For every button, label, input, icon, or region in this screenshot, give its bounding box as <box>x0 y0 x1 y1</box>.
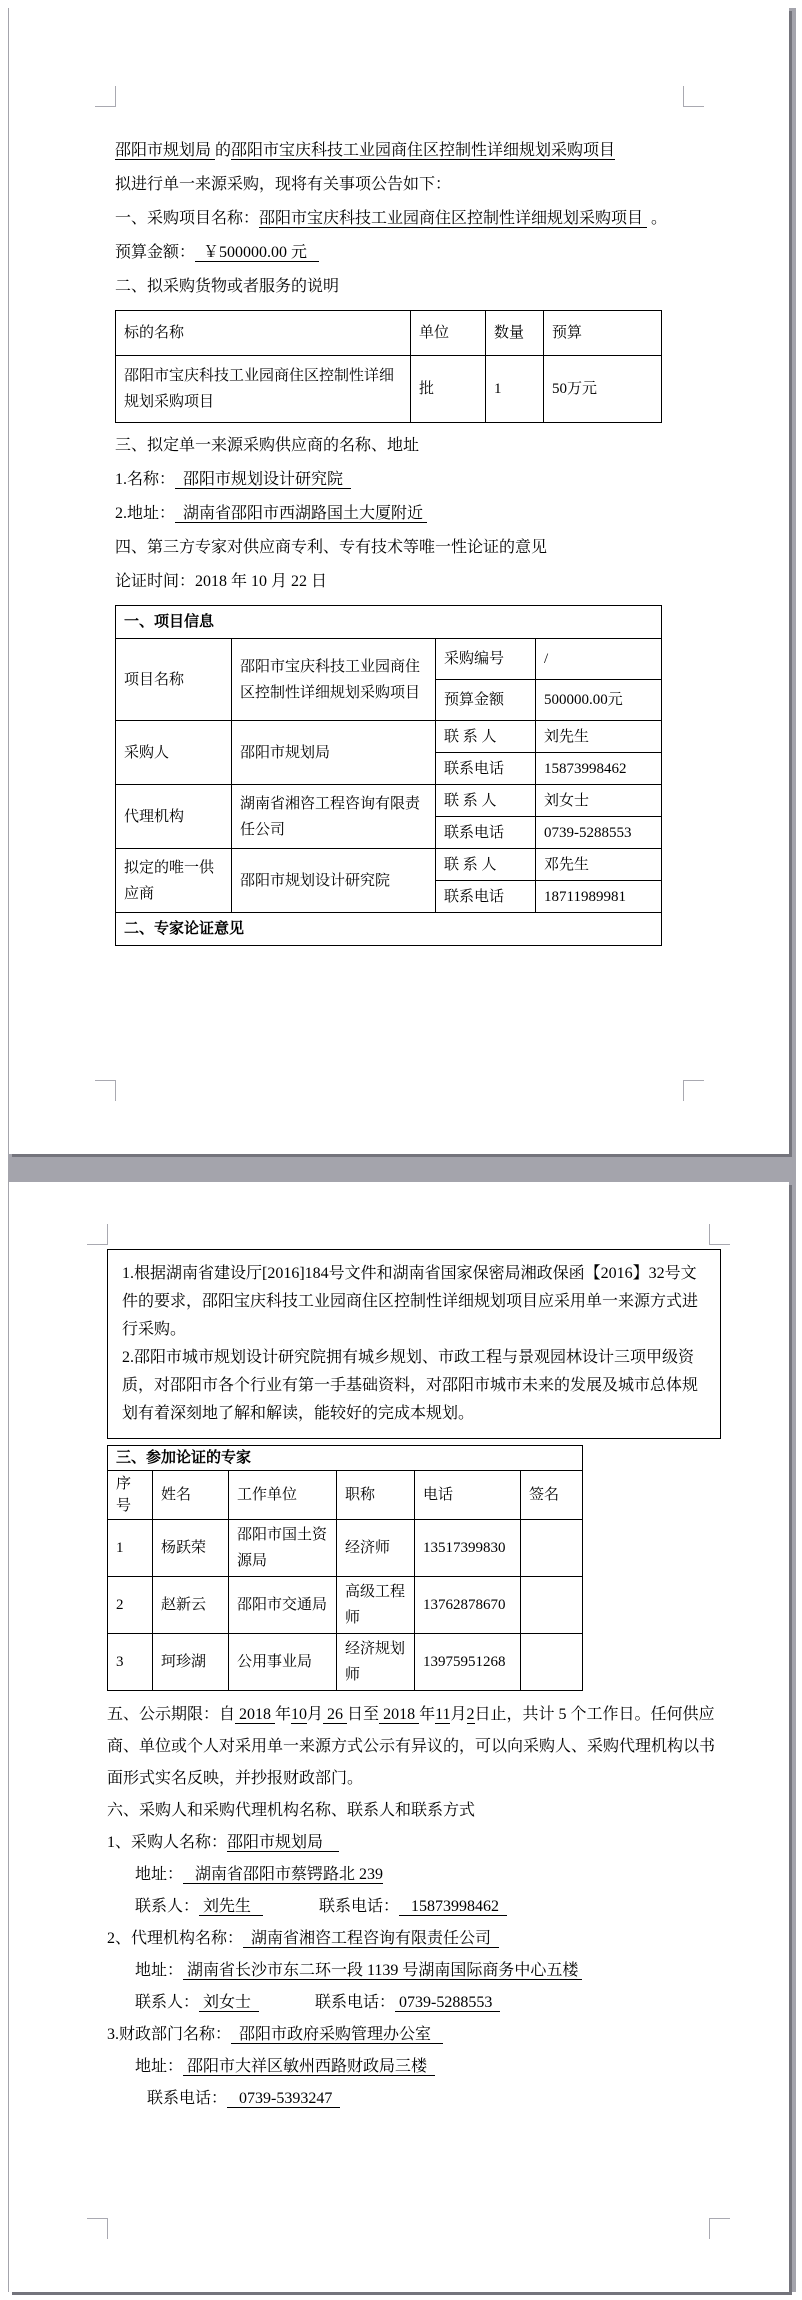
section6-title: 六、采购人和采购代理机构名称、联系人和联系方式 <box>107 1802 476 1819</box>
info-label-cell: 采购人 <box>116 721 232 785</box>
finance-tel-value: 0739-5393247 <box>227 2090 341 2107</box>
page1-content <box>115 8 693 946</box>
buyer-contact-line <box>107 1891 721 1923</box>
header-signature: 签名 <box>521 1471 583 1520</box>
buyer-name-underlined: 邵阳市规划局 <box>115 142 216 159</box>
expert-opinion-box <box>107 1249 721 1439</box>
document-page-1 <box>9 8 789 1154</box>
agent-contact-label: 联系人： <box>135 1994 200 2011</box>
section1-project-name: 邵阳市宝庆科技工业园商住区控制性详细规划采购项目 <box>259 210 648 227</box>
cell-phone: 13975951268 <box>415 1634 521 1691</box>
info-section-row <box>116 606 662 639</box>
document-page-2 <box>9 1182 789 2292</box>
finance-tel-line <box>107 2083 721 2115</box>
cell-phone: 13762878670 <box>415 1577 521 1634</box>
cell-seq: 3 <box>108 1634 153 1691</box>
buyer-address-value: 湖南省邵阳市蔡锷路北 239 <box>183 1866 384 1883</box>
info-value-cell: 邵阳市规划局 <box>232 721 436 785</box>
buyer-tel-value: 15873998462 <box>399 1898 508 1915</box>
crop-mark-icon <box>683 1080 704 1101</box>
cell-title: 经济师 <box>337 1520 415 1577</box>
info-subvalue-cell: 18711989981 <box>536 881 662 913</box>
page2-lower-text <box>107 1699 721 2115</box>
agent-address-line <box>107 1955 721 1987</box>
buyer-name-line <box>107 1827 721 1859</box>
info-section1-title: 一、项目信息 <box>116 606 662 639</box>
buyer-name-value: 邵阳市规划局 <box>227 1834 340 1851</box>
cell-unit: 批 <box>411 356 486 423</box>
table-row <box>116 356 662 423</box>
info-subkey-cell: 联系电话 <box>436 753 536 785</box>
buyer-name-label: 1、采购人名称： <box>107 1834 228 1851</box>
header-name: 姓名 <box>153 1471 229 1520</box>
project-info-table <box>115 605 662 946</box>
cell-phone: 13517399830 <box>415 1520 521 1577</box>
cell-signature <box>521 1577 583 1634</box>
buyer-tel-label: 联系电话： <box>319 1898 400 1915</box>
expert-table-title-row <box>108 1446 583 1471</box>
header-unit: 单位 <box>411 311 486 356</box>
info-subvalue-cell: 15873998462 <box>536 753 662 785</box>
info-section2-title: 二、专家论证意见 <box>116 913 662 946</box>
cell-quantity: 1 <box>486 356 544 423</box>
buyer-address-line <box>107 1859 721 1891</box>
budget-label: 预算金额： <box>115 244 196 261</box>
info-label-cell: 项目名称 <box>116 639 232 721</box>
header-subject-name: 标的名称 <box>116 311 411 356</box>
expert-table-title: 三、参加论证的专家 <box>108 1446 583 1471</box>
supplier-address-label: 2.地址： <box>115 505 176 522</box>
info-subvalue-cell: 500000.00元 <box>536 680 662 721</box>
agent-contact-line <box>107 1987 721 2019</box>
cell-employer: 邵阳市交通局 <box>229 1577 337 1634</box>
s5-month2: 11 <box>435 1706 451 1723</box>
finance-address-line <box>107 2051 721 2083</box>
info-value-cell: 邵阳市宝庆科技工业园商住区控制性详细规划采购项目 <box>232 639 436 721</box>
finance-address-label: 地址： <box>135 2058 184 2075</box>
cell-title: 高级工程师 <box>337 1577 415 1634</box>
info-subkey-cell: 采购编号 <box>436 639 536 680</box>
supplier-name-label: 1.名称： <box>115 471 176 488</box>
buyer-contact-value: 刘先生 <box>199 1898 264 1915</box>
s5-month1: 10 <box>291 1706 308 1723</box>
section1-line <box>115 202 693 236</box>
info-subkey-cell: 联 系 人 <box>436 785 536 817</box>
header-employer: 工作单位 <box>229 1471 337 1520</box>
goods-description-table <box>115 310 662 423</box>
info-label-cell: 代理机构 <box>116 785 232 849</box>
header-phone: 电话 <box>415 1471 521 1520</box>
section1-label: 一、采购项目名称： <box>115 210 260 227</box>
expert-row <box>108 1634 583 1691</box>
section4-title: 四、第三方专家对供应商专利、专有技术等唯一性论证的意见 <box>115 539 548 556</box>
agent-tel-label: 联系电话： <box>315 1994 396 2011</box>
section3-title: 三、拟定单一来源采购供应商的名称、地址 <box>115 437 420 454</box>
supplier-name-line <box>115 463 693 497</box>
crop-mark-icon <box>709 2218 730 2239</box>
s5-year1: 2018 <box>235 1706 276 1723</box>
section2-title: 二、拟采购货物或者服务的说明 <box>115 278 340 295</box>
cell-signature <box>521 1634 583 1691</box>
header-seq: 序号 <box>108 1471 153 1520</box>
header-quantity: 数量 <box>486 311 544 356</box>
info-row-sole-supplier <box>116 849 662 881</box>
cell-title: 经济规划师 <box>337 1634 415 1691</box>
info-subvalue-cell: / <box>536 639 662 680</box>
cell-signature <box>521 1520 583 1577</box>
s5-year2: 2018 <box>379 1706 420 1723</box>
publicity-period-paragraph <box>107 1699 721 1795</box>
opinion-paragraph-1: 1.根据湖南省建设厅[2016]184号文件和湖南省国家保密局湘政保函【2016】32号文件的要求，邵阳宝庆科技工业园商住区控制性详细规划项目应采用单一来源方式进行采购。 <box>122 1265 699 1338</box>
buyer-contact-label: 联系人： <box>135 1898 200 1915</box>
buyer-address-label: 地址： <box>135 1866 184 1883</box>
s5-day2: 2 <box>466 1706 475 1723</box>
agent-tel-value: 0739-5288553 <box>395 1994 501 2011</box>
supplier-name-value: 邵阳市规划设计研究院 <box>175 471 352 488</box>
table-header-row <box>116 311 662 356</box>
s5-text: 月 <box>307 1706 324 1723</box>
crop-mark-icon <box>87 1224 108 1245</box>
agent-address-value: 湖南省长沙市东二环一段 1139 号湖南国际商务中心五楼 <box>183 1962 583 1979</box>
info-subkey-cell: 联 系 人 <box>436 721 536 753</box>
cell-name: 珂珍湖 <box>153 1634 229 1691</box>
project-name-underlined: 邵阳市宝庆科技工业园商住区控制性详细规划采购项目 <box>231 142 616 159</box>
info-subkey-cell: 联 系 人 <box>436 849 536 881</box>
expert-row <box>108 1520 583 1577</box>
info-subvalue-cell: 刘先生 <box>536 721 662 753</box>
expert-row <box>108 1577 583 1634</box>
info-value-cell: 邵阳市规划设计研究院 <box>232 849 436 913</box>
s5-text: 日至 <box>347 1706 380 1723</box>
s5-text: 日止，共计 5 个工作日。任何供应商、单位或个人对采用单一来源方式公示有异议的，可以向采购人、采购代理机构以书面形式实名反映，并抄报财政部门。 <box>107 1706 716 1787</box>
info-label-cell: 拟定的唯一供应商 <box>116 849 232 913</box>
section1-tail: 。 <box>647 210 668 227</box>
info-row-agency <box>116 785 662 817</box>
agent-name-label: 2、代理机构名称： <box>107 1930 244 1947</box>
s5-text: 年 <box>419 1706 436 1723</box>
info-row-buyer <box>116 721 662 753</box>
info-subkey-cell: 联系电话 <box>436 881 536 913</box>
s5-text: 年 <box>275 1706 292 1723</box>
budget-line <box>115 236 693 270</box>
demonstration-time: 论证时间：2018 年 10 月 22 日 <box>115 573 328 590</box>
finance-tel-label: 联系电话： <box>147 2090 228 2107</box>
info-subkey-cell: 联系电话 <box>436 817 536 849</box>
agent-address-label: 地址： <box>135 1962 184 1979</box>
header-title: 职称 <box>337 1471 415 1520</box>
finance-name-value: 邵阳市政府采购管理办公室 <box>231 2026 444 2043</box>
crop-mark-icon <box>95 1080 116 1101</box>
finance-address-value: 邵阳市大祥区敏州西路财政局三楼 <box>183 2058 436 2075</box>
expert-header-row <box>108 1471 583 1520</box>
cell-budget: 50万元 <box>544 356 662 423</box>
header-budget: 预算 <box>544 311 662 356</box>
crop-mark-icon <box>87 2218 108 2239</box>
info-value-cell: 湖南省湘咨工程咨询有限责任公司 <box>232 785 436 849</box>
supplier-address-line <box>115 497 693 531</box>
crop-mark-icon <box>95 86 116 107</box>
page2-content <box>107 1182 721 2115</box>
s5-text: 月 <box>450 1706 467 1723</box>
cell-seq: 1 <box>108 1520 153 1577</box>
expert-panel-table <box>107 1445 583 1691</box>
cell-seq: 2 <box>108 1577 153 1634</box>
agent-contact-value: 刘女士 <box>199 1994 260 2011</box>
info-subvalue-cell: 邓先生 <box>536 849 662 881</box>
budget-value: ￥500000.00 元 <box>195 244 320 261</box>
announcement-title-line <box>115 134 693 168</box>
info-section-row <box>116 913 662 946</box>
cell-subject-name: 邵阳市宝庆科技工业园商住区控制性详细规划采购项目 <box>116 356 411 423</box>
agent-name-value: 湖南省湘咨工程咨询有限责任公司 <box>243 1930 500 1947</box>
cell-employer: 邵阳市国土资源局 <box>229 1520 337 1577</box>
intro-line: 拟进行单一来源采购，现将有关事项公告如下： <box>115 176 452 193</box>
info-subvalue-cell: 刘女士 <box>536 785 662 817</box>
finance-name-line <box>107 2019 721 2051</box>
info-subvalue-cell: 0739-5288553 <box>536 817 662 849</box>
finance-name-label: 3.财政部门名称： <box>107 2026 232 2043</box>
cell-name: 杨跃荣 <box>153 1520 229 1577</box>
s5-day1: 26 <box>323 1706 348 1723</box>
cell-employer: 公用事业局 <box>229 1634 337 1691</box>
agent-name-line <box>107 1923 721 1955</box>
opinion-paragraph-2: 2.邵阳市城市规划设计研究院拥有城乡规划、市政工程与景观园林设计三项甲级资质，对邵阳市各个行业有第一手基础资料，对邵阳市城市未来的发展及城市总体规划有着深刻地了解和解读，能较好的完成本规划。 <box>122 1349 699 1422</box>
info-subkey-cell: 预算金额 <box>436 680 536 721</box>
cell-name: 赵新云 <box>153 1577 229 1634</box>
title-connector: 的 <box>215 142 232 159</box>
s5-text: 五、公示期限：自 <box>107 1706 236 1723</box>
supplier-address-value: 湖南省邵阳市西湖路国土大厦附近 <box>175 505 428 522</box>
info-row-project <box>116 639 662 680</box>
